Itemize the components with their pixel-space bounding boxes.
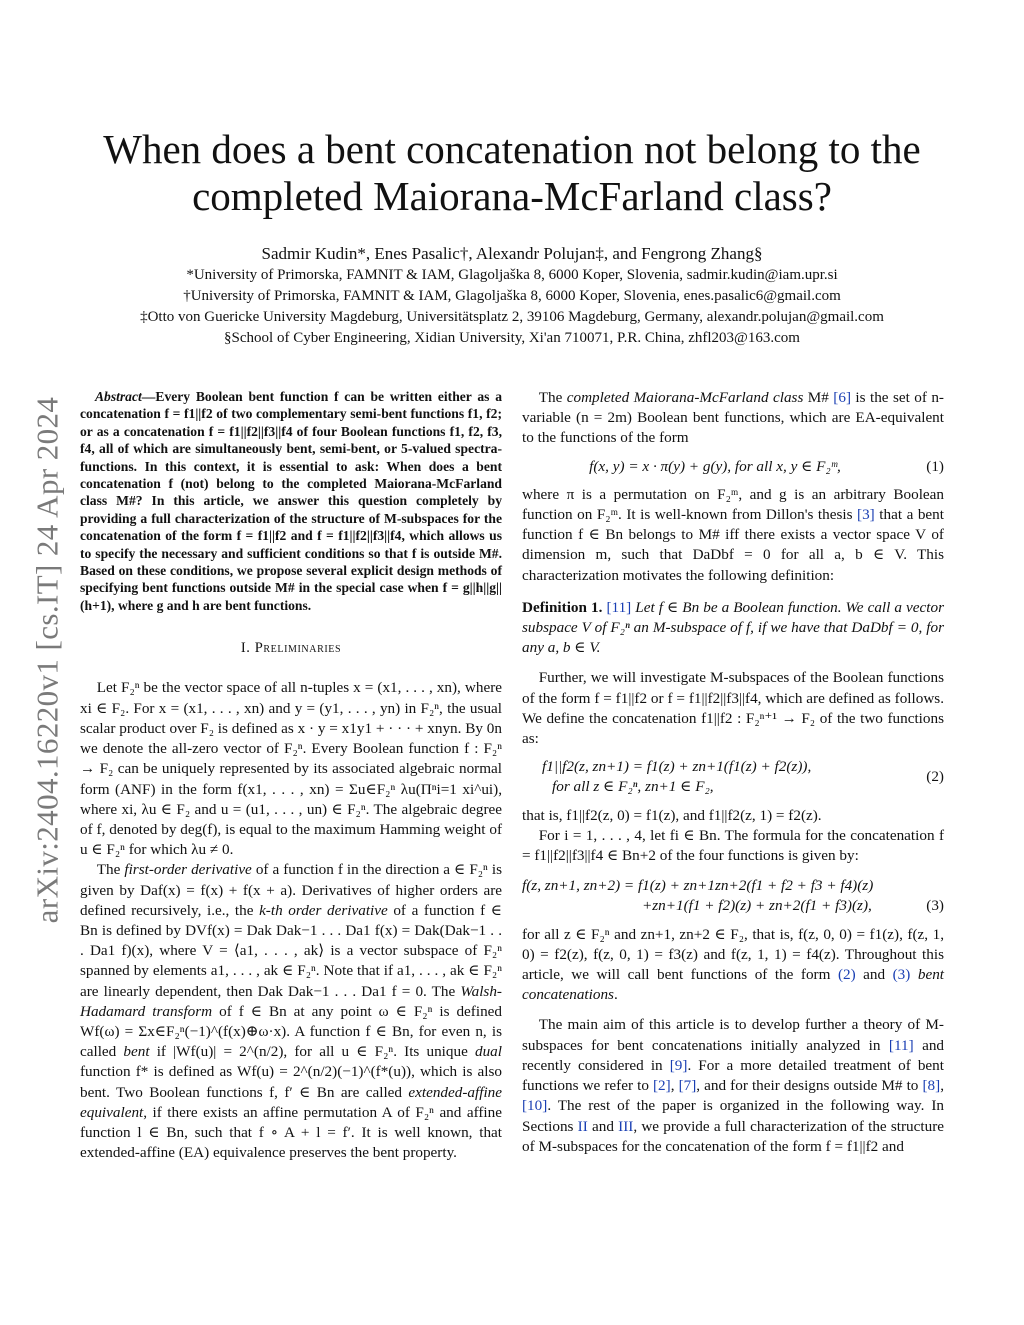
text-run: where π is a permutation on F₂ᵐ, and g is an arbitrary Boolean function on F₂ᵐ. It is well-known from Dillon's thesis [522,485,944,524]
text-run: of a function f in the direction a ∈ F₂ⁿ is given by Daf(x) = f(x) + f(x + a). Derivatives of higher orders are defined recursively, i.e., the [80,861,502,919]
intro-paragraph-mm-class [522,388,944,449]
citation-link-8[interactable]: [8] [922,1077,941,1095]
text-run: , if there exists an affine permutation A of F₂ⁿ and affine function l ∈ Bn, such that f ∘ A + l = f′. It is well known, that extended-affine (EA) equivalence preserves the bent property. [80,1103,502,1162]
citation-link-2[interactable]: [2] [652,1077,671,1095]
term-bent-concatenations: bent concatenations [522,966,945,1004]
equation-1-number: (1) [926,457,944,475]
text-run: The [538,389,567,406]
text-run: and recently considered in [522,1036,945,1074]
text-run: that a bent function f ∈ Bn belongs to M# iff there exists a vector space V of dimension m, such that DaDbf = 0 for all a, b ∈ V. This characterization motivates the following definition: [522,506,944,584]
affiliation-2: †University of Primorska, FAMNIT & IAM, Glagoljaška 8, 6000 Koper, Slovenia, enes.pasalic6@gmail.com [183,288,841,304]
term-ea-equivalent: extended-affine equivalent [80,1083,502,1121]
definition-1 [522,598,944,659]
equation-3 [522,876,944,916]
section-link-iii[interactable]: III [618,1117,634,1135]
text-run: and [855,966,893,984]
text-run: . For a more detailed treatment of bent functions we refer to [522,1056,944,1095]
four-concatenation-paragraph: For i = 1, . . . , 4, let fi ∈ Bn. The formula for the concatenation f = f1||f2||f3||f4 ∈ Bn+2 of the four functions is given by: [522,826,944,865]
citation-link-9[interactable]: [9] [669,1056,688,1074]
abstract [80,388,502,614]
affiliation-1: *University of Primorska, FAMNIT & IAM, Glagoljaška 8, 6000 Koper, Slovenia, sadmir.kudin@iam.upr.si [186,267,838,283]
equation-link-3[interactable]: (3) [892,966,911,984]
author-list: Sadmir Kudin*, Enes Pasalic†, Alexandr Polujan‡, and Fengrong Zhang§ [261,244,763,263]
term-first-order-derivative: first-order derivative [124,861,252,879]
citation-link-3[interactable]: [3] [857,506,875,524]
term-walsh-hadamard: Walsh-Hadamard transform [80,982,502,1020]
text-run: M# [803,389,834,406]
text-run: , we provide a full characterization of the structure of M-subspaces for the concatenation of the form f = f1||f2 and [522,1117,944,1155]
preliminaries-paragraph-2 [80,860,502,1163]
term-dual: dual [474,1043,502,1061]
text-run: and [587,1117,619,1135]
bent-concatenations-paragraph [522,925,944,1006]
text-run: The main aim of this article is to develop further a theory of M-subspaces for bent concatenations initially analyzed in [522,1016,944,1054]
concatenation-restriction-line: that is, f1||f2(z, 0) = f1(z), and f1||f2(z, 1) = f2(z). [522,806,822,824]
equation-2-line-2: for all z ∈ F₂ⁿ, zn+1 ∈ F₂, [552,778,714,796]
arxiv-id-text: arXiv:2404.16220v1 [cs.IT] 24 Apr 2024 [29,396,64,924]
citation-link-11[interactable]: [11] [606,598,632,616]
definition-body: Let f ∈ Bn be a Boolean function. We call a vector subspace V of F₂ⁿ an M-subspace of f, if we have that DaDbf = 0, for any a, b ∈ V. [522,598,945,657]
term-kth-order-derivative: k-th order derivative [259,901,388,919]
dillon-paragraph [522,485,944,586]
text-run [910,966,918,983]
text-run: function f* is defined as Wf(u) = 2^(n/2)(−1)^(f*(u)), which is also bent. Two Boolean functions f, f′ ∈ Bn are called [80,1063,502,1101]
abstract-label: Abstract [94,389,142,404]
text-run: . The rest of the paper is organized in the following way. In Sections [522,1097,944,1135]
affiliation-list [60,265,964,349]
term-bent: bent [123,1043,150,1061]
paper-title: When does a bent concatenation not belong to the completed Maiorana-McFarland class? [103,126,921,219]
equation-3-number: (3) [926,897,944,915]
equation-3-line-1: f(z, zn+1, zn+2) = f1(z) + zn+1zn+2(f1 + f2 + f3 + f4)(z) [522,877,874,895]
section-link-ii[interactable]: II [577,1117,588,1135]
text-run: The [96,861,125,879]
text-run: , [940,1077,944,1095]
preliminaries-paragraph-1: Let F₂ⁿ be the vector space of all n-tuples x = (x1, . . . , xn), where xi ∈ F₂. For x = (x1, . . . , xn) and y = (y1, . . . , yn) in F₂ⁿ, the usual scalar product over F₂ is defined as x · y = x1y1 + · · · + xnyn. By 0n we denote the all-zero vector of F₂ⁿ. Every Boolean function f : F₂ⁿ → F₂ can be uniquely represented by its associated algebraic normal form (ANF) in the form f(x1, . . . , xn) = Σu∈F₂ⁿ λu(Πⁿi=1 xi^ui), where xi, λu ∈ F₂ and u = (u1, . . . , un) ∈ F₂ⁿ. The algebraic degree of f, denoted by deg(f), is equal to the maximum Hamming weight of u ∈ F₂ⁿ for which λu ≠ 0. [80,679,502,859]
section-heading-preliminaries: I. Preliminaries [240,640,342,657]
equation-2-body [522,757,908,797]
equation-1-body: f(x, y) = x · π(y) + g(y), for all x, y ∈ F₂ᵐ, [589,457,841,475]
citation-link-7[interactable]: [7] [678,1077,697,1095]
equation-2-number: (2) [926,768,944,786]
text-run: of f ∈ Bn at any point ω ∈ F₂ⁿ is defined Wf(ω) = Σx∈F₂ⁿ(−1)^(f(x)⊕ω·x). A function f ∈ Bn, for even n, is called [80,1002,502,1061]
equation-2 [522,757,944,797]
text-run: if |Wf(u)| = 2^(n/2), for all u ∈ F₂ⁿ. Its unique [149,1043,475,1061]
equation-2-line-1: f1||f2(z, zn+1) = f1(z) + zn+1(f1(z) + f2(z)), [542,758,812,776]
text-run: is the set of n-variable (n = 2m) Boolean bent functions, which are EA-equivalent to the functions of the form [522,389,944,447]
affiliation-3: ‡Otto von Guericke University Magdeburg, Universitätsplatz 2, 39106 Magdeburg, Germany, alexandr.polujan@gmail.com [140,309,884,325]
left-column [80,388,502,1163]
text-run: of a function f ∈ Bn is defined by DVf(x) = Dak Dak−1 . . . Da1 f(x) = Dak(Dak−1 . . . Da1 f)(x), where V = ⟨a1, . . . , ak⟩ is a vector subspace of F₂ⁿ spanned by elements a1, . . . , ak ∈ F₂ⁿ. Note that if a1, . . . , ak ∈ F₂ⁿ are linearly dependent, then Dak Dak−1 . . . Da1 f = 0. The [80,901,502,1000]
arxiv-identifier-stamp [12,370,82,950]
term-completed-mm-class: completed Maiorana-McFarland class [566,389,804,406]
text-run: . [613,986,618,1004]
equation-link-2[interactable]: (2) [837,966,856,984]
definition-label: Definition 1. [522,598,603,616]
equation-1 [522,457,944,477]
paragraph-gap [522,1005,944,1015]
text-run: , [670,1077,679,1095]
text-run: , and for their designs outside M# to [696,1077,923,1095]
citation-link-10[interactable]: [10] [522,1097,548,1115]
abstract-text: —Every Boolean bent function f can be written either as a concatenation f = f1||f2 of two complementary semi-bent functions f1, f2; or as a concatenation f = f1||f2||f3||f4 of four Boolean functions f1, f2, f3, f4, all of which are simultaneously bent, semi-bent, or 5-valued spectra-functions. In this context, it is essential to ask: When does a bent concatenation f (not) belong to the completed Maiorana-McFarland class M#? In this article, we answer this question completely by providing a full characterization of the structure of M-subspaces for the concatenation of the form f = f1||f2 and f = f1||f2||f3||f4, which allows us to specify the necessary and sufficient conditions so that f is outside M#. Based on these conditions, we propose several explicit design methods of specifying bent functions outside M# in the special case when f = g||h||g||(h+1), where g and h are bent functions. [80,389,502,613]
concatenation-paragraph: Further, we will investigate M-subspaces of the Boolean functions of the form f = f1||f2 or f = f1||f2||f3||f4, which are defined as follows. We define the concatenation f1||f2 : F₂ⁿ⁺¹ → F₂ of the two functions as: [522,669,944,748]
citation-link-6[interactable]: [6] [833,389,852,406]
right-column [522,388,944,1157]
main-aim-paragraph [522,1015,944,1156]
citation-link-11b[interactable]: [11] [888,1036,914,1054]
equation-3-body [522,876,908,916]
equation-3-line-2: +zn+1(f1 + f2)(z) + zn+2(f1 + f3)(z), [642,897,872,915]
affiliation-4: §School of Cyber Engineering, Xidian University, Xi'an 710071, P.R. China, zhfl203@163.com [224,330,800,346]
text-run: for all z ∈ F₂ⁿ and zn+1, zn+2 ∈ F₂, that is, f(z, 0, 0) = f1(z), f(z, 1, 0) = f2(z), f(z, 0, 1) = f3(z) and f(z, 1, 1) = f4(z). Throughout this article, we will call bent functions of the form [522,925,944,984]
